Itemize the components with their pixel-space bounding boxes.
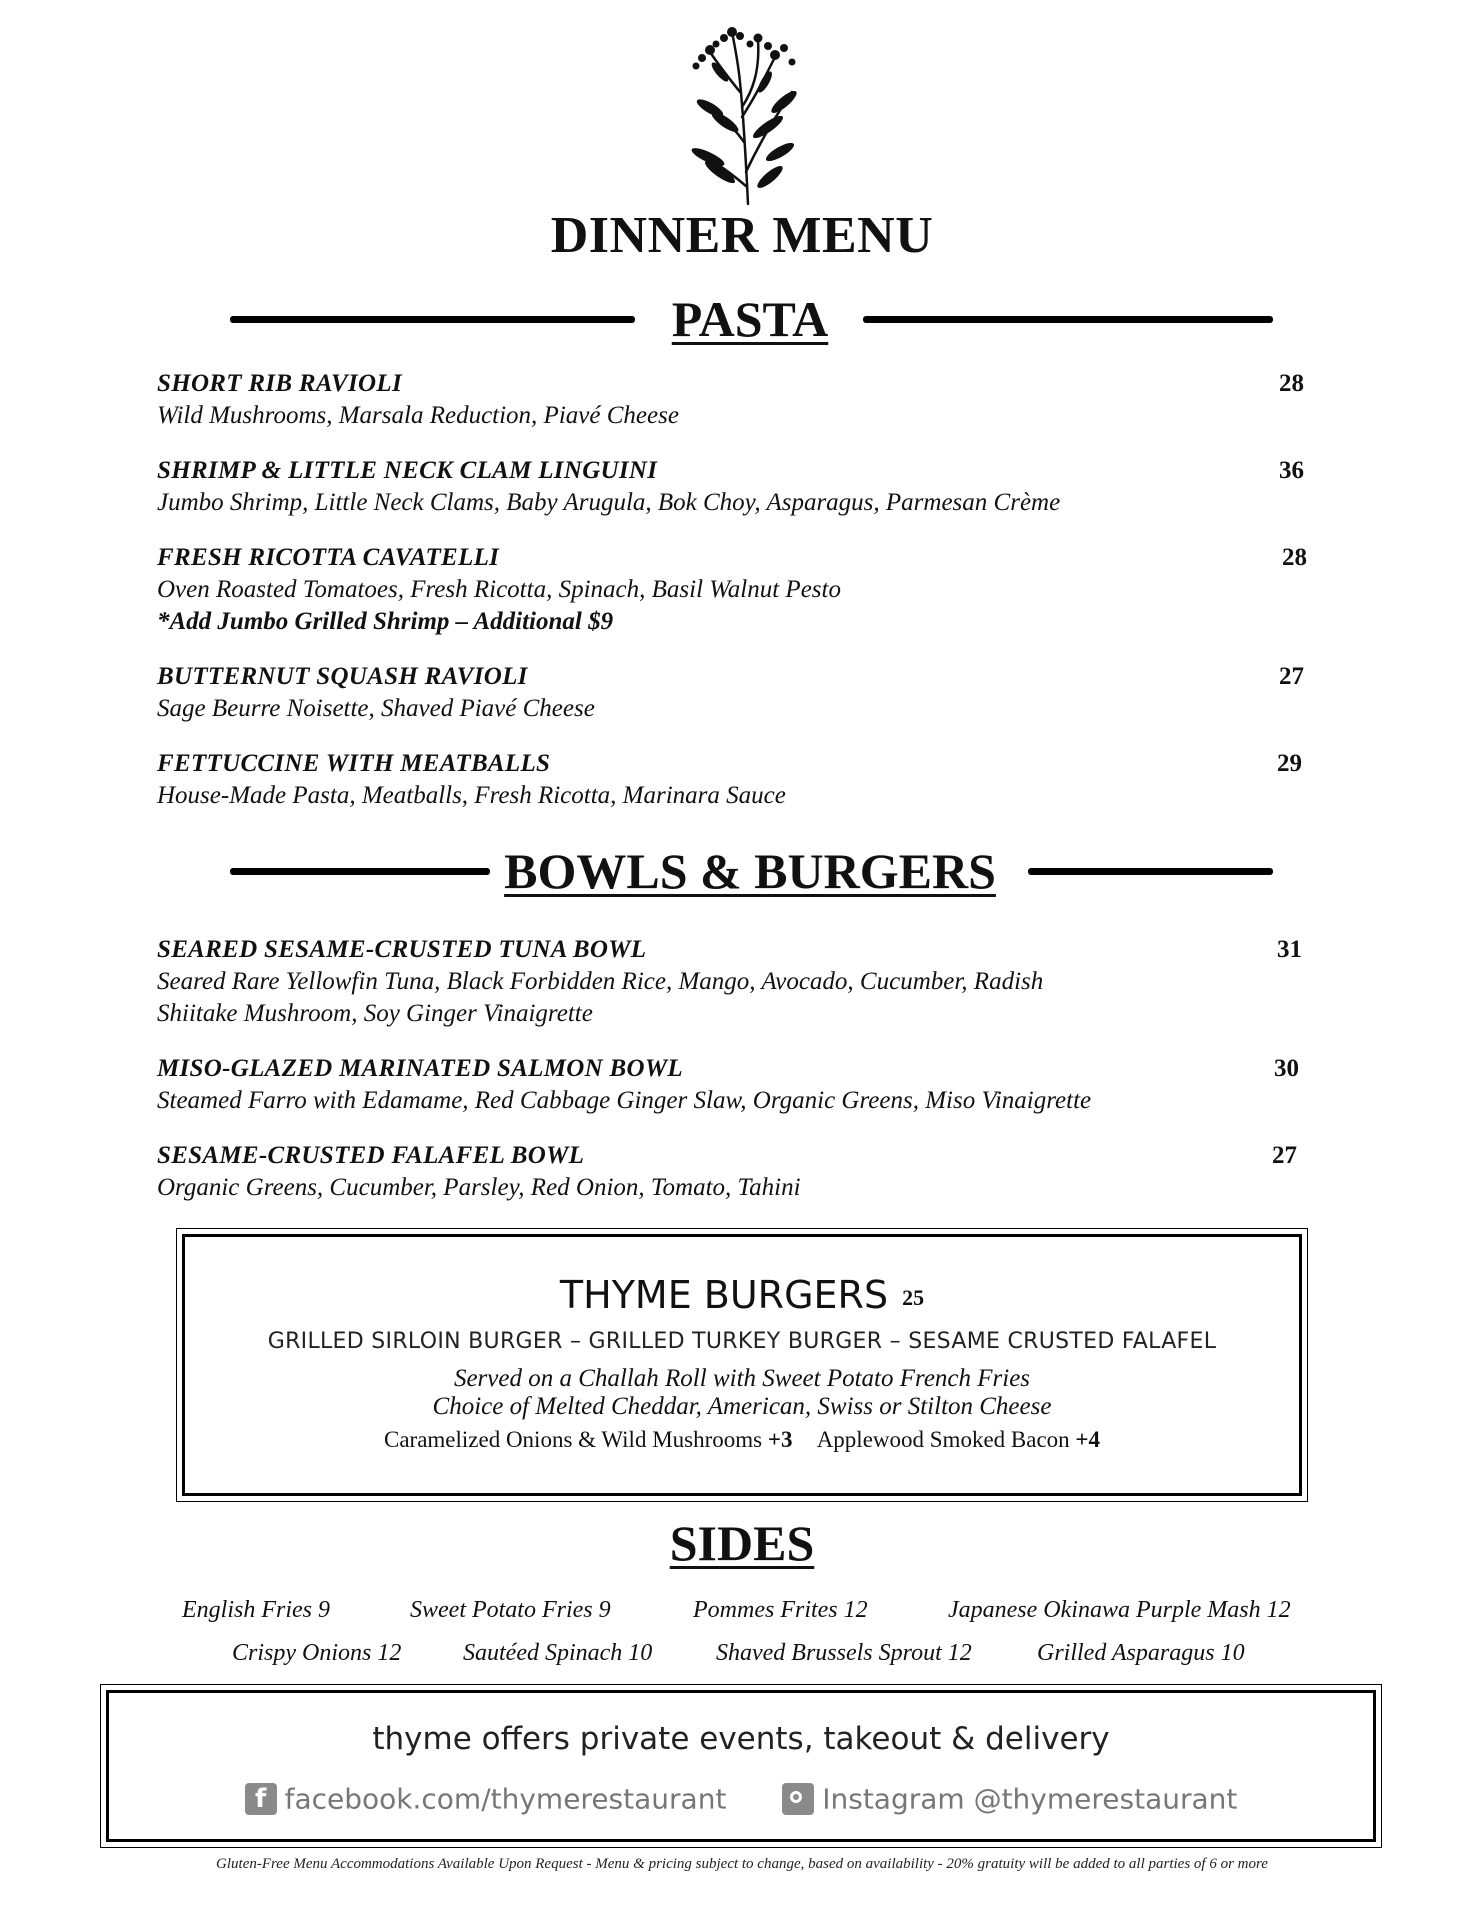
addon-bacon-price: +4	[1075, 1427, 1101, 1452]
burgers-price: 25	[902, 1284, 925, 1310]
item-name: BUTTERNUT SQUASH RAVIOLI	[157, 663, 528, 690]
pasta-section-header	[230, 290, 1270, 360]
menu-item	[157, 455, 1307, 519]
facebook-link[interactable]: facebook.com/thymerestaurant	[284, 1782, 727, 1816]
item-description: Wild Mushrooms, Marsala Reduction, Piavé Cheese	[157, 402, 679, 429]
item-addon-note: *Add Jumbo Grilled Shrimp – Additional $9	[157, 608, 614, 635]
thyme-burgers-box	[182, 1234, 1302, 1496]
item-description: Organic Greens, Cucumber, Parsley, Red Onion, Tomato, Tahini	[157, 1174, 801, 1201]
item-description-cont: Shiitake Mushroom, Soy Ginger Vinaigrette	[157, 1000, 593, 1027]
pasta-heading: PASTA	[671, 291, 829, 347]
item-price: 28	[1282, 544, 1307, 571]
item-name: SHRIMP & LITTLE NECK CLAM LINGUINI	[157, 457, 658, 484]
side-item: Pommes Frites 12	[693, 1597, 868, 1623]
menu-item	[157, 661, 1307, 725]
side-item: Crispy Onions 12	[232, 1640, 402, 1666]
burger-addons	[185, 1427, 1299, 1453]
burger-options: GRILLED SIRLOIN BURGER – GRILLED TURKEY BURGER – SESAME CRUSTED FALAFEL	[267, 1329, 1217, 1354]
item-name: SHORT RIB RAVIOLI	[157, 370, 402, 397]
info-box	[106, 1690, 1376, 1842]
item-description: Steamed Farro with Edamame, Red Cabbage Ginger Slaw, Organic Greens, Miso Vinaigrette	[157, 1087, 1092, 1114]
private-events-text: thyme offers private events, takeout & delivery	[372, 1721, 1110, 1757]
facebook-icon: f	[245, 1783, 277, 1815]
burgers-title: THYME BURGERS	[559, 1273, 889, 1317]
item-name: FETTUCCINE WITH MEATBALLS	[157, 750, 551, 777]
side-item: Shaved Brussels Sprout 12	[716, 1640, 972, 1666]
addon-bacon: Applewood Smoked Bacon	[816, 1427, 1070, 1452]
item-name: SEARED SESAME-CRUSTED TUNA BOWL	[157, 936, 647, 963]
social-links	[109, 1781, 1373, 1816]
menu-item	[157, 1140, 1307, 1204]
side-item: English Fries 9	[182, 1597, 330, 1623]
disclaimer: Gluten-Free Menu Accommodations Available Upon Request - Menu & pricing subject to change, based on availability - 20% gratuity will be added to all parties of 6 or more	[216, 1856, 1268, 1872]
item-description: Sage Beurre Noisette, Shaved Piavé Cheese	[157, 695, 595, 722]
item-description: Jumbo Shrimp, Little Neck Clams, Baby Arugula, Bok Choy, Asparagus, Parmesan Crème	[157, 489, 1061, 516]
item-price: 28	[1279, 370, 1304, 397]
menu-item	[157, 748, 1307, 812]
burger-served-with	[185, 1365, 1299, 1421]
bowls-heading: BOWLS & BURGERS	[504, 843, 996, 899]
item-description: Oven Roasted Tomatoes, Fresh Ricotta, Spinach, Basil Walnut Pesto	[157, 576, 841, 603]
item-description: House-Made Pasta, Meatballs, Fresh Ricotta, Marinara Sauce	[157, 782, 786, 809]
instagram-link[interactable]: Instagram @thymerestaurant	[822, 1782, 1238, 1816]
addon-onions-price: +3	[767, 1427, 793, 1452]
item-price: 36	[1279, 457, 1304, 484]
item-price: 27	[1279, 663, 1304, 690]
addon-onions-mushrooms: Caramelized Onions & Wild Mushrooms	[383, 1427, 763, 1452]
menu-item	[157, 542, 1307, 638]
item-price: 27	[1272, 1142, 1297, 1169]
item-price: 29	[1277, 750, 1302, 777]
side-item: Grilled Asparagus 10	[1037, 1640, 1245, 1666]
menu-item	[157, 934, 1307, 1030]
sides-heading: SIDES	[669, 1515, 815, 1571]
burger-served-line2: Choice of Melted Cheddar, American, Swiss or Stilton Cheese	[432, 1393, 1052, 1420]
thyme-herb-logo	[680, 22, 810, 207]
instagram-icon	[782, 1783, 814, 1815]
item-name: MISO-GLAZED MARINATED SALMON BOWL	[157, 1055, 683, 1082]
burger-served-line1: Served on a Challah Roll with Sweet Potato French Fries	[453, 1365, 1031, 1392]
side-item: Japanese Okinawa Purple Mash 12	[948, 1597, 1291, 1623]
menu-title: DINNER MENU	[550, 207, 934, 264]
menu-item	[157, 368, 1307, 432]
menu-item	[157, 1053, 1307, 1117]
side-item: Sweet Potato Fries 9	[410, 1597, 611, 1623]
side-item: Sautéed Spinach 10	[463, 1640, 653, 1666]
item-price: 30	[1274, 1055, 1299, 1082]
item-name: FRESH RICOTTA CAVATELLI	[157, 544, 500, 571]
bowls-section-header	[230, 842, 1270, 912]
item-price: 31	[1277, 936, 1302, 963]
item-description: Seared Rare Yellowfin Tuna, Black Forbidden Rice, Mango, Avocado, Cucumber, Radish	[157, 968, 1044, 995]
item-name: SESAME-CRUSTED FALAFEL BOWL	[157, 1142, 585, 1169]
